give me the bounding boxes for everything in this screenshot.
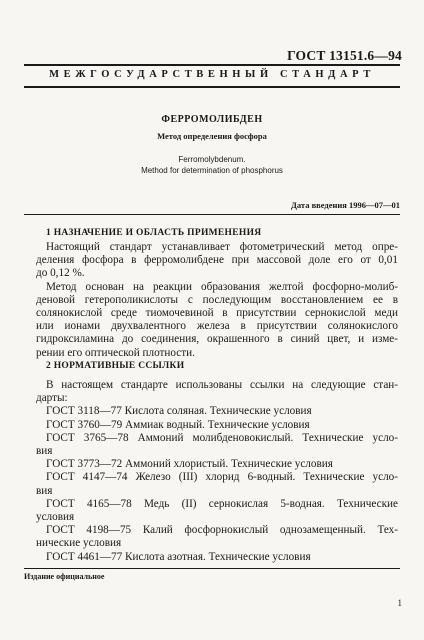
section-1-line: рении его оптической плотности. [36, 346, 195, 359]
section-1-line: Метод основан на реакции образования желтой фосфорно-молиб- [46, 280, 398, 293]
section-2-body [36, 379, 398, 564]
reference-item-cont: вия [36, 484, 53, 497]
section-1-line: гидроксиламина до соединения, окрашенного в синий цвет, и изме- [36, 333, 398, 346]
section-1-line: солянокислой среде тиомочевиной в присутствии сернокислой меди [36, 307, 398, 320]
reference-item-cont: вия [36, 445, 53, 458]
section-1-line: Настоящий стандарт устанавливает фотометрический метод опре- [46, 241, 398, 253]
reference-item: ГОСТ 3773—72 Аммоний хлористый. Технические условия [46, 458, 333, 471]
official-edition-note: Издание официальное [24, 572, 105, 581]
reference-item: ГОСТ 4198—75 Калий фосфорнокислый однозамещенный. Тех- [46, 524, 398, 537]
header-rule-bottom [24, 86, 400, 88]
section-1-line: до 0,12 %. [36, 267, 85, 280]
section-1-line: деления фосфора в ферромолибдене при массовой доле его от 0,01 [36, 254, 398, 267]
section-1-line: деновой гетерополикислоты с последующим восстановлением ее в [36, 293, 398, 306]
section-2-line: В настоящем стандарте использованы ссылки на следующие стан- [46, 379, 398, 391]
date-rule [24, 214, 400, 215]
page-number: 1 [397, 598, 402, 608]
reference-item: ГОСТ 4461—77 Кислота азотная. Технические условия [46, 550, 311, 563]
reference-item: ГОСТ 3765—78 Аммоний молибденовокислый. Технические усло- [46, 431, 398, 444]
english-title: Ferromolybdenum. [178, 155, 246, 164]
standard-banner: МЕЖГОСУДАРСТВЕННЫЙ СТАНДАРТ [49, 69, 375, 80]
section-1-heading: 1 НАЗНАЧЕНИЕ И ОБЛАСТЬ ПРИМЕНЕНИЯ [46, 228, 262, 238]
reference-item: ГОСТ 4165—78 Медь (II) сернокислая 5-водная. Технические [46, 497, 398, 510]
section-1-line: или ионами двухвалентного железа в присутствии солянокислого [36, 320, 398, 333]
reference-item: ГОСТ 3760—79 Аммиак водный. Технические условия [46, 418, 310, 431]
effective-date: Дата введения 1996—07—01 [291, 200, 400, 210]
section-2-heading: 2 НОРМАТИВНЫЕ ССЫЛКИ [46, 361, 185, 371]
reference-item: ГОСТ 4147—74 Железо (III) хлорид 6-водный. Технические усло- [46, 471, 398, 484]
section-2-line: дарты: [36, 392, 68, 405]
section-1-body [36, 241, 398, 360]
footer-rule [24, 568, 400, 569]
reference-item: ГОСТ 3118—77 Кислота соляная. Технические условия [46, 405, 312, 418]
reference-item-cont: нические условия [36, 537, 122, 550]
reference-item-cont: условия [36, 511, 75, 524]
document-title: ФЕРРОМОЛИБДЕН [161, 114, 263, 125]
document-subtitle: Метод определения фосфора [157, 131, 267, 141]
standard-number: ГОСТ 13151.6—94 [287, 48, 402, 63]
english-subtitle: Method for determination of phosphorus [141, 166, 283, 175]
header-rule-top [24, 64, 400, 66]
